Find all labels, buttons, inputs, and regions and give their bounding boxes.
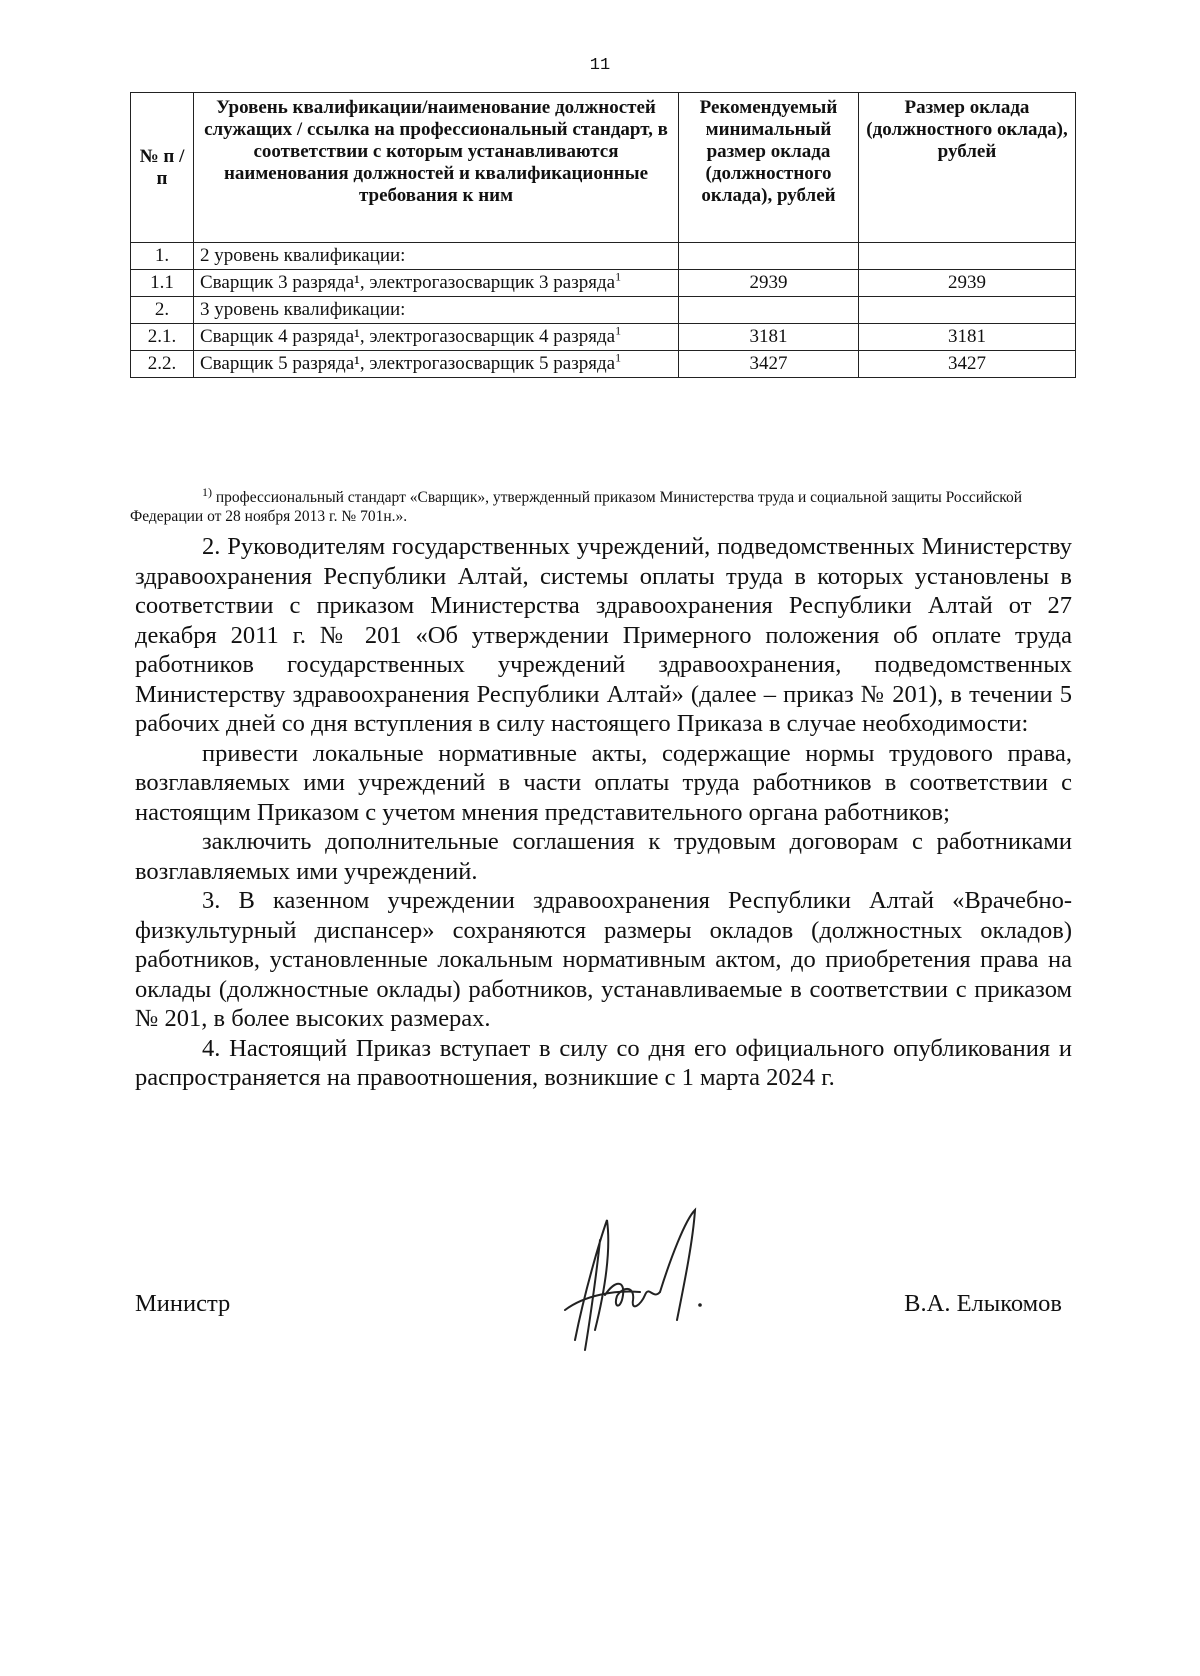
row-number: 2.2. [131,351,194,378]
row-name: 2 уровень квалификации: [194,243,679,270]
salary-table [130,92,1076,378]
paragraph: заключить дополнительные соглашения к трудовым договорам с работниками возглавляемых ими учреждений. [135,828,1072,885]
row-number: 1.1 [131,270,194,297]
row-name: Сварщик 3 разряда¹, электрогазосварщик 3 разряда$^1$ [194,270,679,297]
row-name: Сварщик 4 разряда¹, электрогазосварщик 4 разряда$^1$ [194,324,679,351]
handwritten-signature [545,1200,720,1360]
row-number: 1. [131,243,194,270]
table-row [131,324,1076,351]
header-name: Уровень квалификации/наименование должностей служащих / ссылка на профессиональный стандарт, в соответствии с которым устанавливаются наименования должностей и квалификационные требования к ним [194,93,679,243]
row-name: Сварщик 5 разряда¹, электрогазосварщик 5 разряда$^1$ [194,351,679,378]
table-row [131,297,1076,324]
row-recommended [679,243,859,270]
table-row [131,351,1076,378]
table-row [131,243,1076,270]
header-salary: Размер оклада (должностного оклада), рублей [859,93,1076,243]
paragraph: 4. Настоящий Приказ вступает в силу со дня его официального опубликования и распространяется на правоотношения, возникшие с 1 марта 2024 г. [135,1034,1072,1091]
header-recommended: Рекомендуемый минимальный размер оклада (должностного оклада), рублей [679,93,859,243]
table-header-row [131,93,1076,243]
row-recommended: 3427 [679,351,859,378]
paragraph: 2. Руководителям государственных учреждений, подведомственных Министерству здравоохранения Республики Алтай, системы оплаты труда в которых установлены в соответствии с приказом Министерства здравоохранения Республики Алтай от 27 декабря 2011 г. № 201 «Об утверждении Примерного положения об оплате труда работников государственных учреждений здравоохранения, подведомственных Министерству здравоохранения Республики Алтай» (далее – приказ № 201), в течении 5 рабочих дней со дня вступления в силу настоящего Приказа в случае необходимости: [135,533,1072,737]
header-number: № п /п [131,93,194,243]
row-salary: 2939 [859,270,1076,297]
row-recommended [679,297,859,324]
paragraph: 3. В казенном учреждении здравоохранения Республики Алтай «Врачебно-физкультурный диспансер» сохраняются размеры окладов (должностных окладов) работников, установленные локальным нормативным актом, до приобретения права на оклады (должностные оклады) работников, устанавливаемые в соответствии с приказом № 201, в более высоких размерах. [135,887,1072,1032]
row-name: 3 уровень квалификации: [194,297,679,324]
footnote-text: профессиональный стандарт «Сварщик», утвержденный приказом Министерства труда и социальной защиты Российской Федерации от 28 ноября 2013 г. № 701н.». [130,489,1023,525]
page-number: 11 [589,56,611,75]
row-recommended: 3181 [679,324,859,351]
row-number: 2. [131,297,194,324]
footnote [130,484,1075,526]
row-recommended: 2939 [679,270,859,297]
body-text [135,532,1072,1093]
row-salary: 3181 [859,324,1076,351]
paragraph: привести локальные нормативные акты, содержащие нормы трудового права, возглавляемых ими учреждений в части оплаты труда работников в соответствии с настоящим Приказом с учетом мнения представительного органа работников; [135,739,1072,826]
row-number: 2.1. [131,324,194,351]
row-salary [859,243,1076,270]
table-row [131,270,1076,297]
row-salary: 3427 [859,351,1076,378]
footnote-marker: 1) [202,484,212,499]
row-salary [859,297,1076,324]
signer-name: В.А. Елыкомов [904,1290,1062,1317]
signer-title: Министр [135,1290,231,1317]
signature-block [135,1290,1072,1330]
